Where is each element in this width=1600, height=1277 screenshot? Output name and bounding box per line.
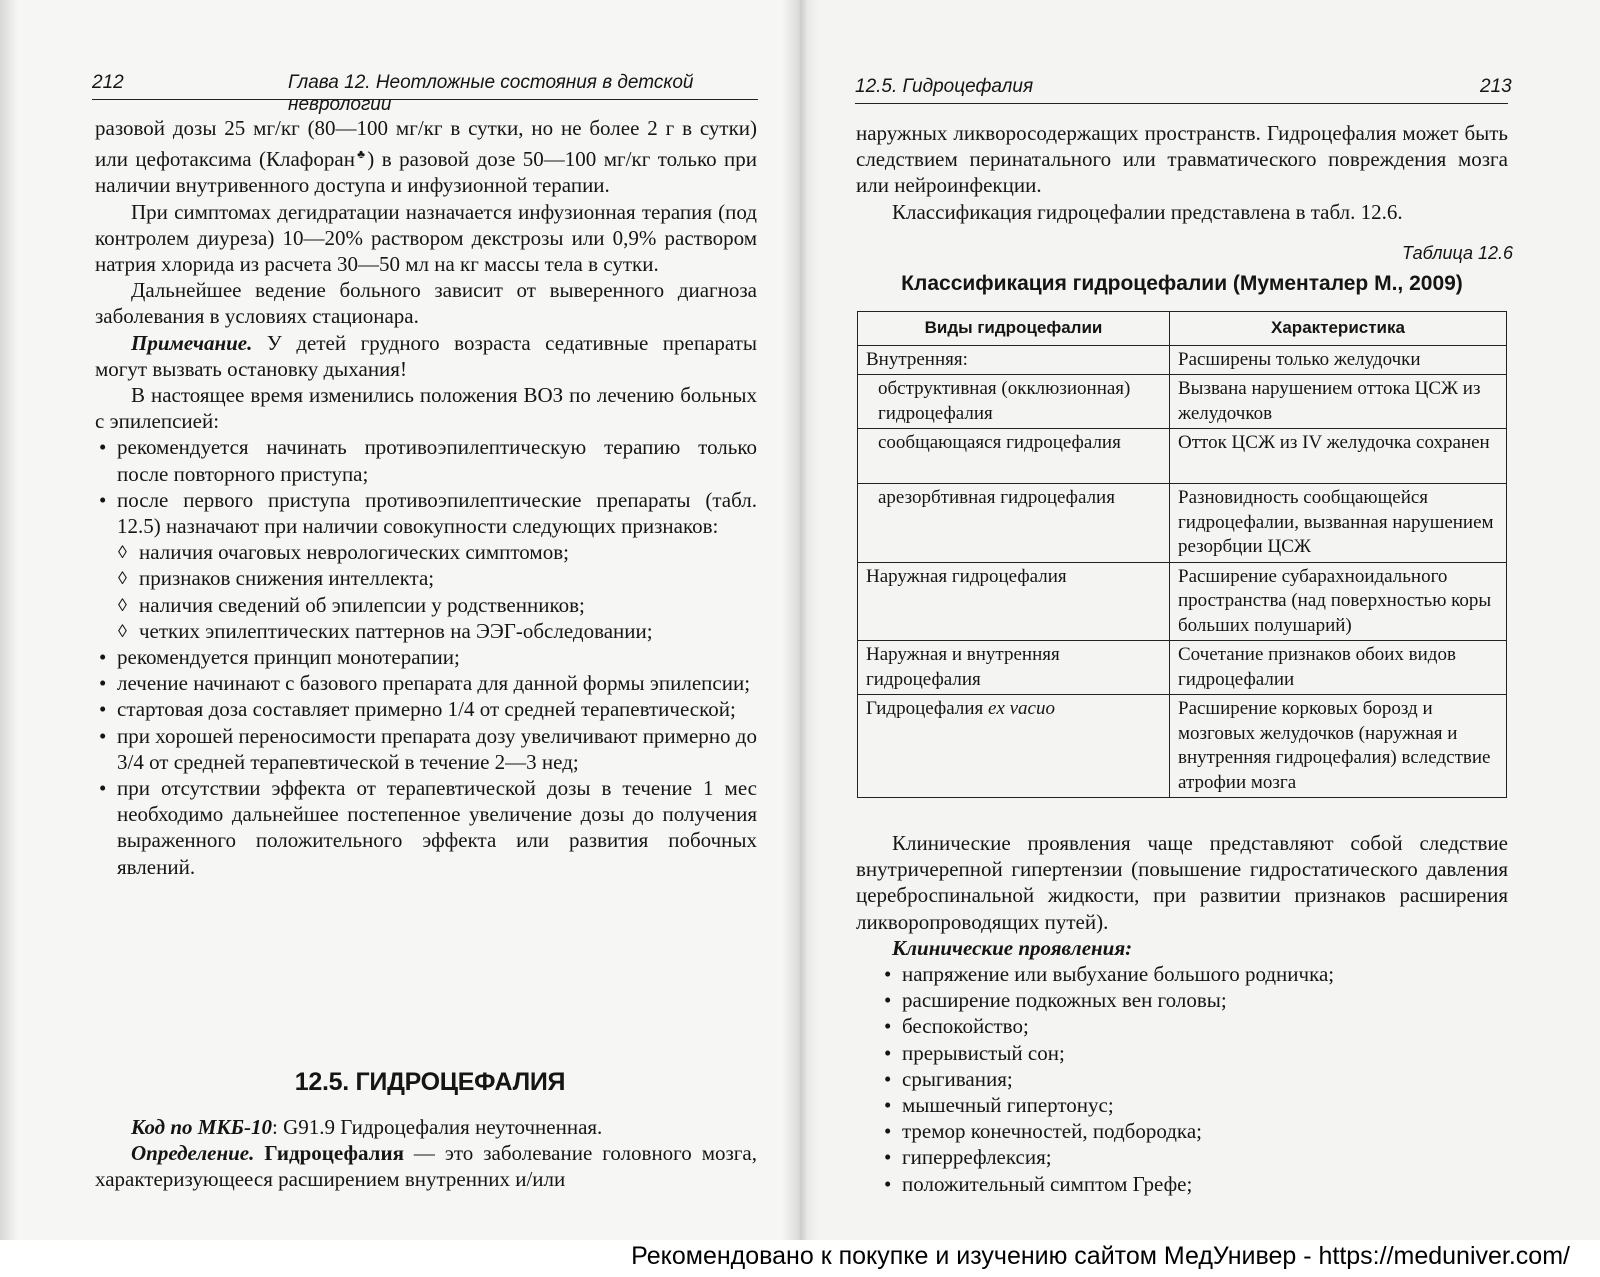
left-body-text [95, 115, 757, 880]
classification-table [857, 311, 1507, 798]
table-number: Таблица 12.6 [1402, 243, 1514, 263]
right-running-header: 12.5. Гидроцефалия [855, 76, 1034, 97]
list-item: • тремор конечностей, подбородка; [880, 1118, 1508, 1144]
list-item: • прерывистый сон; [880, 1040, 1508, 1066]
right-page-number: 213 [1480, 76, 1512, 97]
definition-label: Определение. [131, 1141, 255, 1166]
trademark-mark: ♣ [354, 147, 368, 162]
note-text: У детей грудного возраста седативные препараты могут вызвать остановку дыхания! [95, 330, 757, 381]
left-page-number: 212 [92, 72, 124, 93]
sub-list-item: ◊ признаков снижения интеллекта; [95, 565, 757, 591]
table-header-row [858, 312, 1507, 346]
icd-code-line [95, 1114, 757, 1140]
table-cell: обструктивная (окклюзионная) гидроцефалия [858, 375, 1170, 429]
paragraph: В настоящее время изменились положения ВОЗ по лечению больных с эпилепсией: [95, 383, 757, 434]
table-cell: Расширение корковых борозд и мозговых желудочков (наружная и внутренняя гидроцефалия) вследствие атрофии мозга [1170, 695, 1507, 798]
table-cell: Расширены только желудочки [1170, 345, 1507, 375]
table-cell [858, 695, 1170, 798]
paragraph: Клинические проявления чаще представляют собой следствие внутричерепной гипертензии (повышение гидростатического давления цереброспинальной жидкости, при развитии признаков расширения ликворопроводящих путей). [856, 831, 1508, 934]
paragraph: Дальнейшее ведение больного зависит от выверенного диагноза заболевания в условиях стационара. [95, 278, 757, 329]
icd-label: Код по МКБ-10 [131, 1115, 273, 1139]
paragraph-text: разовой дозы 25 мг/кг (80—100 мг/кг в сутки, но не более 2 г в сутки) или цефотаксима (Клафоран [95, 116, 757, 172]
table-row [858, 695, 1507, 798]
paragraph: Классификация гидроцефалии представлена в табл. 12.6. [892, 199, 1403, 224]
list-item: • лечение начинают с базового препарата для данной формы эпилепсии; [95, 670, 757, 696]
table-cell: Отток ЦСЖ из IV желудочка сохранен [1170, 429, 1507, 484]
table-cell: Расширение субарахноидального пространства (над поверхностью коры больших полушарий) [1170, 562, 1507, 641]
sub-list-item: ◊ наличия очаговых неврологических симптомов; [95, 539, 757, 565]
list-item: • положительный симптом Грефе; [880, 1171, 1508, 1197]
cell-text-italic: ex vacuo [987, 698, 1055, 719]
table-cell: Вызвана нарушением оттока ЦСЖ из желудочков [1170, 375, 1507, 429]
list-item: • рекомендуется принцип монотерапии; [95, 644, 757, 670]
note-label: Примечание. [131, 330, 253, 355]
left-header-rule [92, 99, 758, 100]
list-item: • гиперрефлексия; [880, 1144, 1508, 1170]
list-item: • стартовая доза составляет примерно 1/4 от средней терапевтической; [95, 696, 757, 722]
list-item: • напряжение или выбухание большого родничка; [880, 961, 1508, 987]
table-row [858, 345, 1507, 375]
table-row [858, 641, 1507, 695]
table-row [858, 562, 1507, 641]
list-item: • беспокойство; [880, 1013, 1508, 1039]
table-cell: арезорбтивная гидроцефалия [858, 484, 1170, 563]
list-item: • при хорошей переносимости препарата дозу увеличивают примерно до 3/4 от средней терапевтической в течение 2—3 нед; [95, 723, 757, 775]
sub-list-item: ◊ четких эпилептических паттернов на ЭЭГ-обследовании; [95, 618, 757, 644]
definition-paragraph [95, 1140, 757, 1192]
section-title: 12.5. ГИДРОЦЕФАЛИЯ [294, 1068, 566, 1096]
list-item: • при отсутствии эффекта от терапевтической дозы в течение 1 мес необходимо дальнейшее постепенное увеличение дозы до получения выраженного положительного эффекта или развития побочных явлений. [95, 775, 757, 880]
list-item: • рекомендуется начинать противоэпилептическую терапию только после повторного приступа; [95, 434, 757, 486]
watermark-footer [0, 1240, 1600, 1277]
right-header-rule [855, 103, 1508, 104]
clinical-label: Клинические проявления: [892, 935, 1133, 960]
table-row [858, 429, 1507, 484]
table-cell: Внутренняя: [858, 345, 1170, 375]
column-header: Характеристика [1170, 312, 1507, 346]
table-cell: сообщающаяся гидроцефалия [858, 429, 1170, 484]
right-body-text-bottom [856, 830, 1508, 1197]
left-running-header: Глава 12. Неотложные состояния в детской неврологии [288, 72, 694, 115]
list-item: • расширение подкожных вен головы; [880, 987, 1508, 1013]
note-paragraph [95, 330, 757, 382]
list-item: • мышечный гипертонус; [880, 1092, 1508, 1118]
paragraph: наружных ликворосодержащих пространств. Гидроцефалия может быть следствием перинатального или травматического повреждения мозга или нейроинфекции. [856, 121, 1508, 198]
table-row [858, 375, 1507, 429]
footer-text: Рекомендовано к покупке и изучению сайтом МедУнивер - https://meduniver.com/ [631, 1242, 1570, 1270]
paragraph-text: ) в разовой дозе 50—100 мг/кг только при наличии внутривенного доступа и инфузионной терапии. [95, 147, 758, 198]
paragraph: При симптомах дегидратации назначается инфузионная терапия (под контролем диуреза) 10—20% раствором декстрозы или 0,9% раствором натрия хлорида из расчета 30—50 мл на кг массы тела в сутки. [95, 199, 757, 277]
book-gutter-shadow [782, 0, 818, 1240]
table-cell: Наружная и внутренняя гидроцефалия [858, 641, 1170, 695]
table-cell: Сочетание признаков обоих видов гидроцефалии [1170, 641, 1507, 695]
table-cell: Разновидность сообщающейся гидроцефалии, вызванная нарушением резорбции ЦСЖ [1170, 484, 1507, 563]
table-title: Классификация гидроцефалии (Мументалер М., 2009) [901, 272, 1463, 295]
page-edge-shadow [0, 0, 18, 1240]
definition-text: — это заболевание головного мозга, характеризующееся расширением внутренних и/или [95, 1141, 757, 1192]
column-header: Виды гидроцефалии [858, 312, 1170, 346]
cell-text: Гидроцефалия [866, 698, 988, 719]
list-item: • после первого приступа противоэпилептические препараты (табл. 12.5) назначают при наличии совокупности следующих признаков: [95, 487, 757, 539]
definition-block [95, 1114, 757, 1193]
list-item: • срыгивания; [880, 1066, 1508, 1092]
left-page [0, 0, 800, 1240]
paragraph [95, 115, 757, 199]
table-cell: Наружная гидроцефалия [858, 562, 1170, 641]
definition-term: Гидроцефалия [264, 1141, 404, 1166]
right-body-text-top [856, 120, 1508, 225]
icd-text: : G91.9 Гидроцефалия неуточненная. [272, 1115, 603, 1139]
table-row [858, 484, 1507, 563]
sub-list-item: ◊ наличия сведений об эпилепсии у родственников; [95, 592, 757, 618]
